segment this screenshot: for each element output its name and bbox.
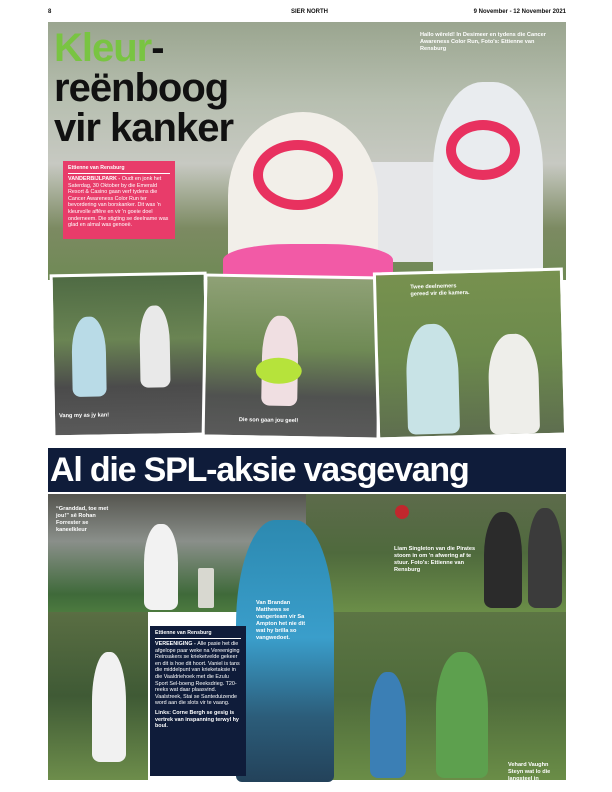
- photo-yellow-tutu-runners: [202, 273, 383, 440]
- issue-date: 9 November - 12 November 2021: [473, 9, 566, 15]
- stumps: [198, 568, 214, 608]
- caption-cricket-g: Vehard Vaughn Steyn wat lo die langsteel in: [508, 762, 551, 780]
- article-dateline: VANDERBIJLPARK -: [68, 176, 122, 182]
- headline: [54, 28, 233, 148]
- participant-figure: [405, 323, 460, 434]
- runner-figure-right: [433, 82, 543, 280]
- caption-top-right: Hallo wêreld! In Desimeer en tydens die Cancer Awareness Color Run, Foto's: Ettienne van Rensburg: [420, 32, 546, 52]
- article-byline: Ettienne van Rensburg: [68, 165, 170, 174]
- fielder-figure: [484, 512, 522, 608]
- caption-photo-a: Vang my as jy kan!: [59, 412, 110, 420]
- photo-cricket-fielders: [306, 494, 566, 612]
- flower-lei-right: [446, 120, 520, 180]
- headline-hyphen: -: [151, 26, 164, 70]
- bowler-figure: [92, 652, 126, 762]
- headline-line-2: reënboog: [54, 66, 229, 110]
- section-title: Al die SPL-aksie vasgevang: [48, 448, 566, 492]
- runner-figure: [139, 305, 170, 388]
- runner-figure: [71, 316, 106, 397]
- article-body: [68, 176, 170, 229]
- caption-photo-b: Die son gaan jou geel!: [238, 417, 299, 425]
- article-text: Oudt en jonk het Saterdag, 30 Oktober by die Emerald Resort & Casino gaan verf tydens die Cancer Awareness Color Run ter bevordering van borskanker. Dit was 'n kleurvolle affêre en vir 'n goeie doel onderneem. Die stigting se deelname was glad en almal was genoeë.: [68, 176, 169, 229]
- article-body: [155, 641, 241, 707]
- caption-cricket-d: “Granddad, toe met jou!” sê Rohan Forrester se kaneelkleur: [56, 506, 109, 533]
- caption-cricket-e: Liam Singleton van die Pirates stoom in om 'n afwering af te stuur. Foto's: Ettienne van Rensburg: [394, 546, 476, 573]
- article-spl-cricket: [150, 626, 246, 776]
- article-color-run: [63, 161, 175, 239]
- headline-word-kleur: Kleur: [54, 26, 152, 70]
- batsman-figure: [144, 524, 178, 610]
- page-number: 8: [48, 9, 52, 15]
- photo-two-participants: [373, 268, 567, 441]
- cricket-ball: [395, 505, 409, 519]
- yellow-tutu: [256, 357, 302, 384]
- article-byline: Ettienne van Rensburg: [155, 630, 241, 639]
- player-figure: [370, 672, 406, 778]
- article-text: Alle pasie het die afgelope paar weke na Vereeniging Reinsakers se krieketvelde gekeer en dit is hoe dit hoort. Vaniel is tans die middelpunt van krieketaksie in die Vaaldriehoek met die Ezulu Sport Sel-boeng Reeksdrieg. T20-reeks wat daar plaasvind. Vaalstreek, Stai se Santeduizende word aan die slots vir te vaang.: [155, 641, 240, 707]
- flower-lei-left: [253, 140, 343, 210]
- page-header: [48, 9, 566, 21]
- caption-cricket-big: Van Brandan Matthews se vangerteam vir Sa Ampton het nie dit wat hy brilla so vangwedoet.: [256, 600, 306, 641]
- photo-running-boys: [50, 272, 210, 439]
- article-dateline: VEREENIGING -: [155, 641, 198, 647]
- publication-name: SIER NORTH: [291, 9, 329, 15]
- batsman-figure: [436, 652, 488, 778]
- photo-cricket-bowler: [48, 612, 148, 780]
- fielder-catching-ball: [236, 520, 334, 782]
- photo-cricket-action: [300, 612, 566, 780]
- photo-credit: Links: Corne Bergh se gesig is vertrek van inspanning terwyl hy boul.: [155, 709, 239, 730]
- caption-photo-c: Twee deelnemers gereed vir die kamera.: [410, 283, 470, 298]
- headline-line-3: vir kanker: [54, 106, 234, 150]
- participant-figure: [487, 333, 540, 434]
- fielder-figure: [528, 508, 562, 608]
